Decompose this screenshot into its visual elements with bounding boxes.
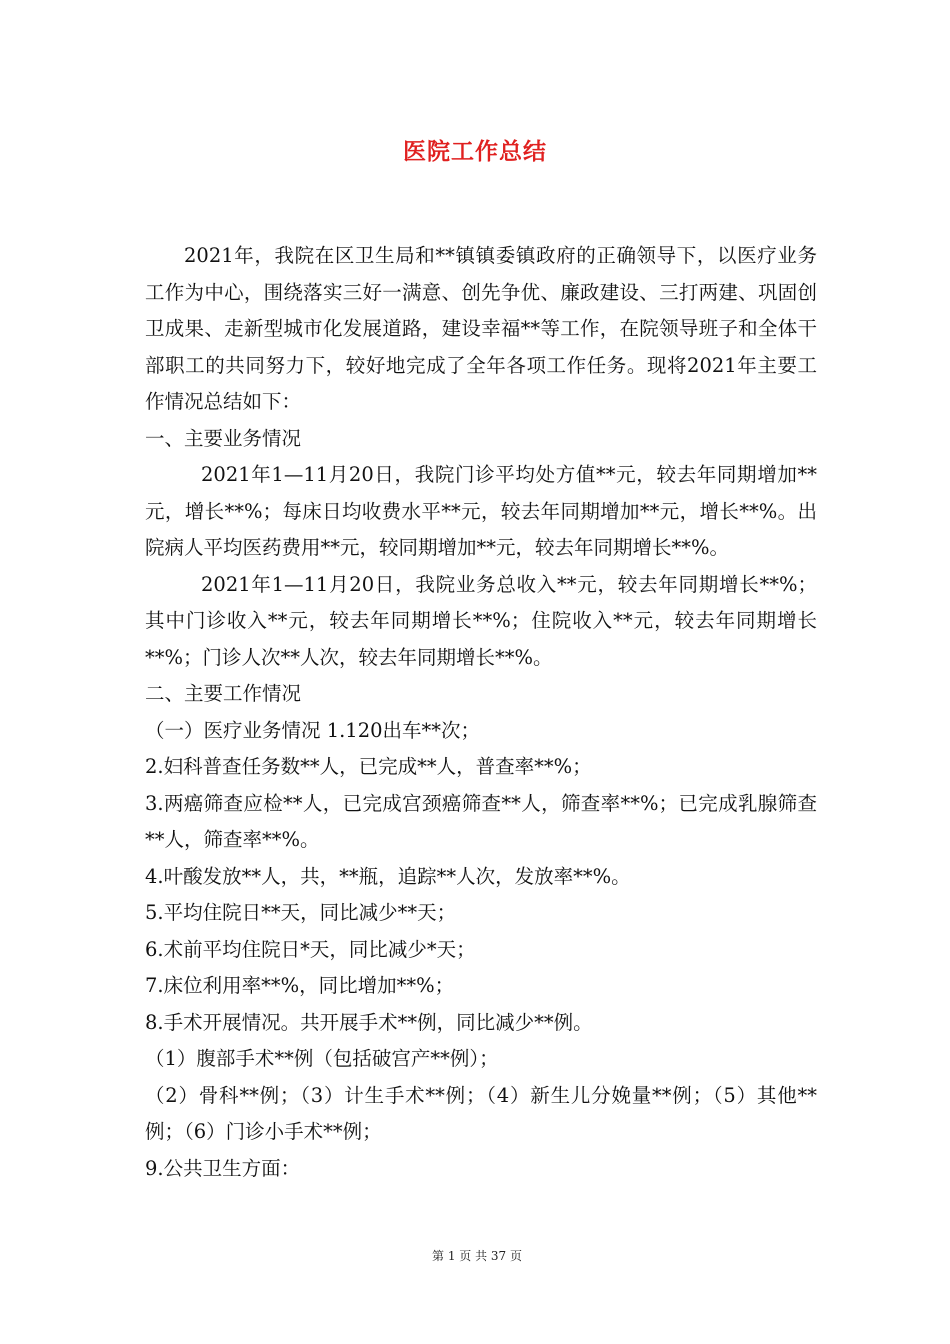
intro-paragraph: 2021年，我院在区卫生局和**镇镇委镇政府的正确领导下，以医疗业务工作为中心，围绕落实三好一满意、创先争优、廉政建设、三打两建、巩固创卫成果、走新型城市化发展道路，建设幸福**等工作，在院领导班子和全体干部职工的共同努力下，较好地完成了全年各项工作任务。现将2021年主要工作情况总结如下： <box>145 244 817 413</box>
document-title: 医院工作总结 <box>403 138 547 165</box>
list-item: （1）腹部手术**例（包括破宫产**例）； <box>145 1047 499 1070</box>
list-item: 3.两癌筛查应检**人，已完成宫颈癌筛查**人，筛查率**%；已完成乳腺筛查**人，筛查率**%。 <box>145 791 817 851</box>
document-body <box>145 238 817 1187</box>
list-item: 8.手术开展情况。共开展手术**例，同比减少**例。 <box>145 1010 593 1034</box>
list-item: 5.平均住院日**天，同比减少**天； <box>145 901 457 924</box>
section-heading-business: 一、主要业务情况 <box>145 426 302 450</box>
list-item: 7.床位利用率**%，同比增加**%； <box>145 974 455 997</box>
list-item: （2）骨科**例；（3）计生手术**例；（4）新生儿分娩量**例；（5）其他**例；（6）门诊小手术**例； <box>145 1083 817 1143</box>
list-item: 9.公共卫生方面： <box>145 1156 301 1180</box>
list-item: 2.妇科普查任务数**人，已完成**人，普查率**%； <box>145 755 592 778</box>
paragraph-prescription-stats: 2021年1—11月20日，我院门诊平均处方值**元，较去年同期增加**元，增长**%；每床日均收费水平**元，较去年同期增加**元，增长**%。出院病人平均医药费用**元，较同期增加**元，较去年同期增长**%。 <box>145 463 817 559</box>
list-item: （一）医疗业务情况 1.120出车**次； <box>145 718 481 742</box>
list-item: 6.术前平均住院日*天，同比减少*天； <box>145 937 476 961</box>
page-number-label: 第 1 页 共 37 页 <box>432 1249 522 1263</box>
paragraph-revenue-stats: 2021年1—11月20日，我院业务总收入**元，较去年同期增长**%；其中门诊收入**元，较去年同期增长**%；住院收入**元，较去年同期增长**%；门诊人次**人次，较去年同期增长**%。 <box>145 572 817 669</box>
list-item: 4.叶酸发放**人，共，**瓶，追踪**人次，发放率**%。 <box>145 864 631 888</box>
page-footer <box>0 1247 950 1264</box>
section-heading-work: 二、主要工作情况 <box>145 682 302 705</box>
